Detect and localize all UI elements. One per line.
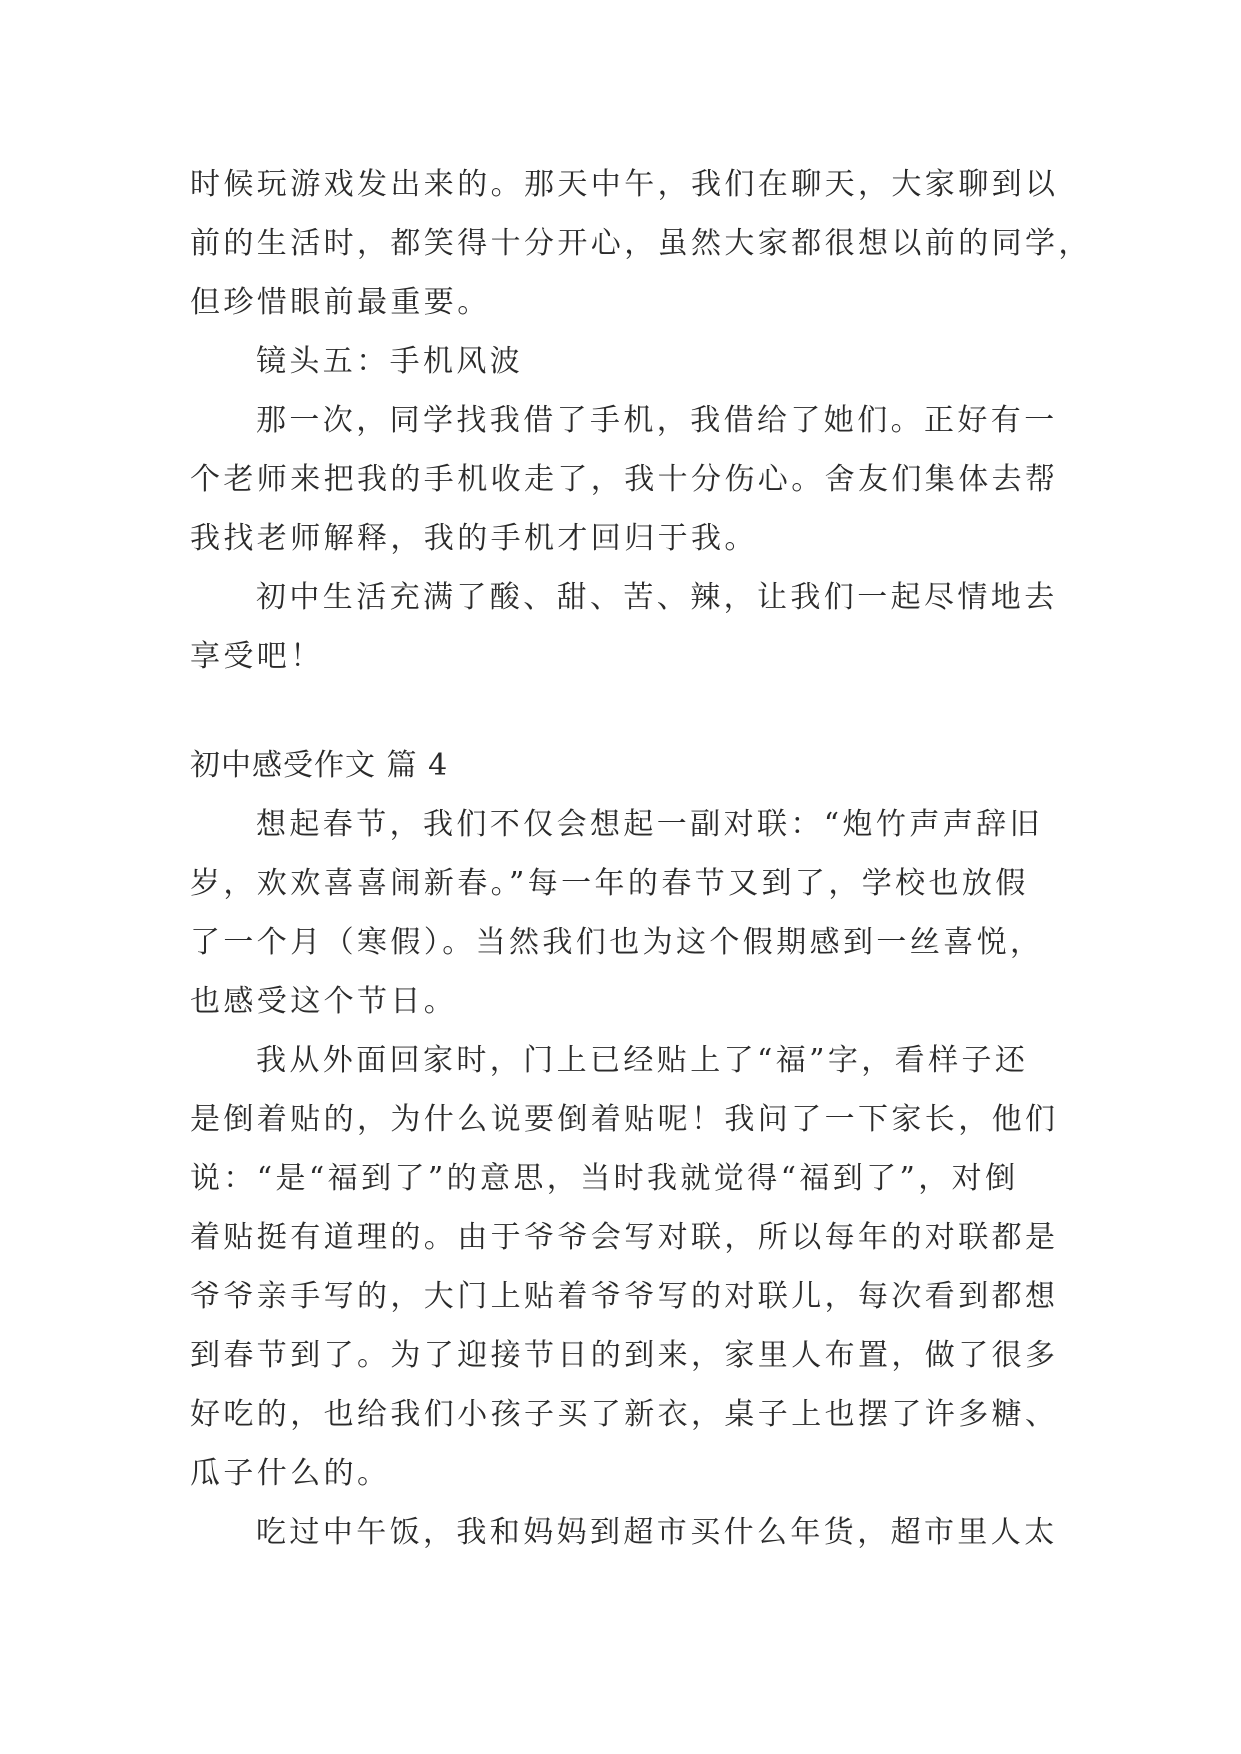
text-line: 了一个月（寒假）。当然我们也为这个假期感到一丝喜悦， — [190, 925, 1044, 960]
document-body — [190, 155, 1092, 1562]
paragraph — [190, 568, 1058, 686]
scene-title: 镜头五：手机风波 — [256, 344, 524, 379]
text-line: 到春节到了。为了迎接节日的到来，家里人布置，做了很多 — [190, 1338, 1059, 1373]
essay-section — [190, 736, 1059, 1562]
text-line: 前的生活时，都笑得十分开心，虽然大家都很想以前的同学， — [190, 226, 1092, 261]
text-line: 我从外面回家时，门上已经贴上了“福”字，看样子还 — [256, 1043, 1029, 1078]
text-line: 想起春节，我们不仅会想起一副对联：“炮竹声声辞旧 — [256, 807, 1043, 842]
text-line: 好吃的，也给我们小孩子买了新衣，桌子上也摆了许多糖、 — [190, 1397, 1059, 1432]
paragraph — [190, 1503, 1058, 1562]
text-line: 也感受这个节日。 — [190, 984, 458, 1019]
text-line: 吃过中午饭，我和妈妈到超市买什么年货，超市里人太 — [256, 1515, 1058, 1550]
text-line: 个老师来把我的手机收走了，我十分伤心。舍友们集体去帮 — [190, 462, 1059, 497]
paragraph — [190, 795, 1050, 1031]
text-line: 瓜子什么的。 — [190, 1456, 391, 1491]
text-line: 但珍惜眼前最重要。 — [190, 285, 491, 320]
text-line: 享受吧！ — [190, 639, 324, 674]
essay-title: 初中感受作文 篇 4 — [190, 748, 449, 783]
text-line: 我找老师解释，我的手机才回归于我。 — [190, 521, 758, 556]
text-line: 是倒着贴的，为什么说要倒着贴呢！我问了一下家长，他们 — [190, 1102, 1059, 1137]
paragraph — [190, 391, 1059, 568]
text-line: 初中生活充满了酸、甜、苦、辣，让我们一起尽情地去 — [256, 580, 1058, 615]
text-line: 那一次，同学找我借了手机，我借给了她们。正好有一 — [256, 403, 1058, 438]
text-line: 时候玩游戏发出来的。那天中午，我们在聊天，大家聊到以 — [190, 167, 1059, 202]
text-line: 爷爷亲手写的，大门上贴着爷爷写的对联儿，每次看到都想 — [190, 1279, 1059, 1314]
text-line: 着贴挺有道理的。由于爷爷会写对联，所以每年的对联都是 — [190, 1220, 1059, 1255]
paragraph — [190, 1031, 1059, 1503]
text-line: 说：“是“福到了”的意思，当时我就觉得“福到了”，对倒 — [190, 1161, 1019, 1196]
text-line: 岁，欢欢喜喜闹新春。”每一年的春节又到了，学校也放假 — [190, 866, 1029, 901]
paragraph — [190, 155, 1092, 332]
